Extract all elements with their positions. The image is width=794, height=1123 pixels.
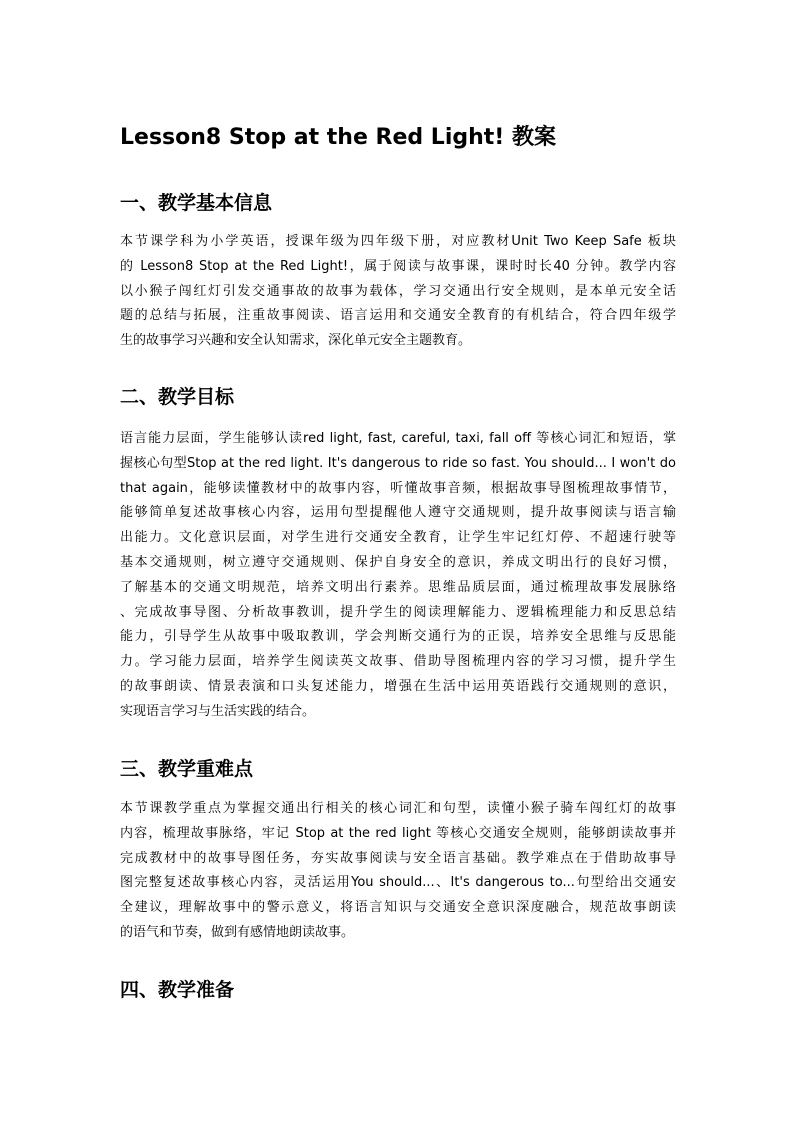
paragraph-line: 内容，梳理故事脉络，牢记 Stop at the red light 等核心交通安全规则，能够朗读故事并 (120, 825, 676, 841)
paragraph-line: 、完成故事导图、分析故事教训，提升学生的阅读理解能力、逻辑梳理能力和反思总结 (120, 604, 676, 620)
section-heading-key-points: 三、教学重难点 (120, 758, 254, 780)
paragraph-line: 基本交通规则，树立遵守交通规则、保护自身安全的意识，养成文明出行的良好习惯， (120, 554, 676, 570)
section-paragraph-basic-info (120, 230, 676, 354)
paragraph-line: 能力，引导学生从故事中吸取教训，学会判断交通行为的正误，培养安全思维与反思能 (120, 629, 676, 645)
paragraph-line: 出能力。文化意识层面，对学生进行交通安全教育，让学生牢记红灯停、不超速行驶等 (120, 530, 676, 546)
paragraph-line: 的语气和节奏，做到有感情地朗读故事。 (120, 924, 355, 940)
paragraph-line: 语言能力层面，学生能够认读red light, fast, careful, taxi, fall off 等核心词汇和短语，掌 (120, 431, 676, 446)
section-paragraph-objectives (120, 427, 676, 725)
paragraph-line: 题的总结与拓展，注重故事阅读、语言运用和交通安全教育的有机结合，符合四年级学 (120, 308, 676, 324)
paragraph-line: 生的故事学习兴趣和安全认知需求，深化单元安全主题教育。 (120, 333, 472, 349)
paragraph-line: 本节课学科为小学英语，授课年级为四年级下册，对应教材Unit Two Keep Safe 板块 (120, 234, 676, 249)
paragraph-line: 握核心句型Stop at the red light. It's dangerous to ride so fast. You should... I won't do (120, 455, 676, 471)
paragraph-line: 以小猴子闯红灯引发交通事故的故事为载体，学习交通出行安全规则，是本单元安全话 (120, 283, 676, 299)
section-heading-basic-info: 一、教学基本信息 (120, 192, 273, 214)
document-title: Lesson8 Stop at the Red Light! 教案 (120, 125, 556, 150)
section-paragraph-key-points (120, 797, 676, 946)
paragraph-line: 力。学习能力层面，培养学生阅读英文故事、借助导图梳理内容的学习习惯，提升学生 (120, 654, 676, 670)
paragraph-line: 完成教材中的故事导图任务，夯实故事阅读与安全语言基础。教学难点在于借助故事导 (120, 850, 676, 866)
section-heading-objectives: 二、教学目标 (120, 386, 235, 408)
paragraph-line: 全建议，理解故事中的警示意义，将语言知识与交通安全意识深度融合，规范故事朗读 (120, 900, 676, 916)
paragraph-line: 的故事朗读、情景表演和口头复述能力，增强在生活中运用英语践行交通规则的意识， (120, 678, 676, 694)
paragraph-line: 了解基本的交通文明规范，培养文明出行素养。思维品质层面，通过梳理故事发展脉络 (120, 579, 676, 595)
paragraph-line: 能够简单复述故事核心内容，运用句型提醒他人遵守交通规则，提升故事阅读与语言输 (120, 505, 676, 521)
paragraph-line: that again，能够读懂教材中的故事内容，听懂故事音频，根据故事导图梳理故事情节， (120, 480, 676, 496)
paragraph-line: 本节课教学重点为掌握交通出行相关的核心词汇和句型，读懂小猴子骑车闯红灯的故事 (120, 801, 676, 816)
paragraph-line: 实现语言学习与生活实践的结合。 (120, 703, 316, 719)
section-heading-preparation: 四、教学准备 (120, 979, 235, 1001)
paragraph-line: 图完整复述故事核心内容，灵活运用You should...、It's dangerous to...句型给出交通安 (120, 875, 676, 891)
paragraph-line: 的 Lesson8 Stop at the Red Light!，属于阅读与故事课，课时时长40 分钟。教学内容 (120, 258, 676, 274)
